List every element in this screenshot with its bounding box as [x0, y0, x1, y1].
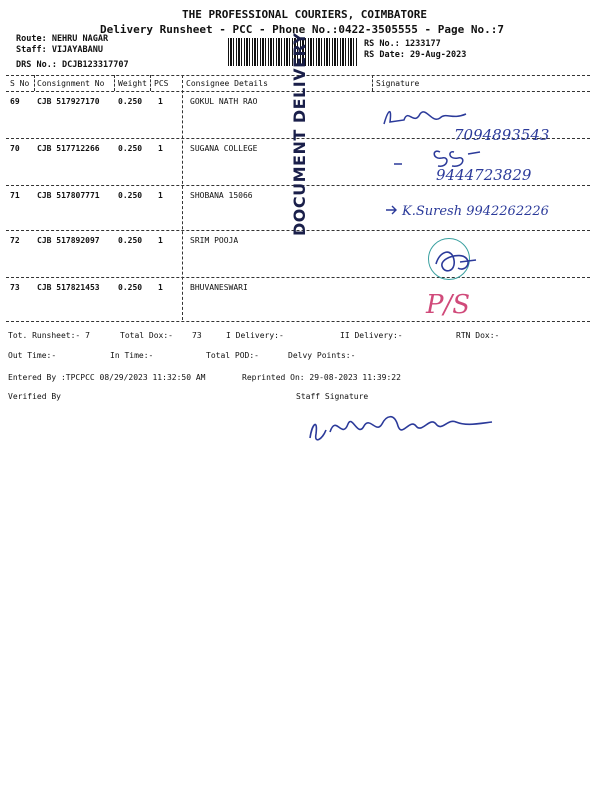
total-pod: Total POD:-: [206, 351, 259, 360]
row-weight: 0.250: [118, 191, 143, 200]
col-divider-5: [372, 75, 373, 91]
rs-number: RS No.: 1233177: [364, 39, 441, 49]
row-pcs: 1: [158, 144, 163, 153]
delvy-points: Delvy Points:-: [288, 351, 356, 360]
col-header-signature: Signature: [376, 79, 420, 88]
row-pcs: 1: [158, 283, 163, 292]
total-dox-value: 73: [192, 331, 202, 340]
col-divider-4: [182, 75, 183, 320]
table-bottom-rule: [6, 321, 590, 322]
col-header-consignment: Consignment No: [37, 79, 105, 88]
row-consignment: CJB 517821453: [37, 283, 100, 292]
route-label: Route: NEHRU NAGAR: [16, 34, 109, 44]
row-sno: 70: [10, 144, 20, 153]
row-consignment: CJB 517927170: [37, 97, 100, 106]
col-header-consignee: Consignee Details: [186, 79, 268, 88]
arrow-71: [384, 204, 400, 216]
rtn-dox: RTN Dox:-: [456, 331, 500, 340]
row-sno: 69: [10, 97, 20, 106]
row-sno: 73: [10, 283, 20, 292]
col-divider-2: [114, 75, 115, 91]
row-consignee: BHUVANESWARI: [190, 283, 248, 292]
out-time: Out Time:-: [8, 351, 57, 360]
in-time: In Time:-: [110, 351, 154, 360]
col-divider-3: [150, 75, 151, 91]
row-sno: 71: [10, 191, 20, 200]
row-weight: 0.250: [118, 283, 143, 292]
ii-delivery: II Delivery:-: [340, 331, 403, 340]
drs-number: DRS No.: DCJB123317707: [16, 60, 129, 70]
row-pcs: 1: [158, 97, 163, 106]
row-consignee: SRIM POOJA: [190, 236, 239, 245]
entered-by: Entered By :TPCPCC 08/29/2023 11:32:50 AM: [8, 373, 206, 382]
reprinted-on: Reprinted On: 29-08-2023 11:39:22: [242, 373, 401, 382]
row-consignment: CJB 517807771: [37, 191, 100, 200]
phone-handwritten-70: 9444723829: [436, 166, 532, 184]
signature-handwritten-73: P/S: [426, 290, 471, 320]
col-header-pcs: PCS: [154, 79, 169, 88]
row-pcs: 1: [158, 191, 163, 200]
tot-runsheet: Tot. Runsheet:- 7: [8, 331, 90, 340]
company-title: THE PROFESSIONAL COURIERS, COIMBATORE: [182, 8, 428, 21]
row-consignment: CJB 517892097: [37, 236, 100, 245]
row-consignee: SHOBANA 15066: [190, 191, 253, 200]
runsheet-subtitle: Delivery Runsheet - PCC - Phone No.:0422-3505555 - Page No.:7: [100, 23, 504, 36]
row-weight: 0.250: [118, 144, 143, 153]
row-sno: 72: [10, 236, 20, 245]
row-weight: 0.250: [118, 97, 143, 106]
staff-label: Staff: VIJAYABANU: [16, 45, 103, 55]
row-consignment: CJB 517712266: [37, 144, 100, 153]
row-weight: 0.250: [118, 236, 143, 245]
staff-signature-scribble: [306, 404, 496, 448]
col-divider-1: [34, 75, 35, 91]
col-header-weight: Weight: [118, 79, 147, 88]
verified-by: Verified By: [8, 392, 61, 401]
row-rule: [6, 277, 590, 278]
row-pcs: 1: [158, 236, 163, 245]
rs-date: RS Date: 29-Aug-2023: [364, 50, 467, 60]
staff-signature-label: Staff Signature: [296, 392, 369, 401]
row-consignee: SUGANA COLLEGE: [190, 144, 258, 153]
row-consignee: GOKUL NATH RAO: [190, 97, 258, 106]
signature-scribble-72: [430, 244, 480, 276]
document-delivery-stamp: DOCUMENT DELIVERY: [290, 32, 309, 236]
total-dox-label: Total Dox:-: [120, 331, 173, 340]
signature-handwritten-71: K.Suresh 9942262226: [402, 204, 549, 219]
i-delivery: I Delivery:-: [226, 331, 284, 340]
phone-handwritten-69: 7094893543: [454, 126, 550, 144]
col-header-sno: S No: [10, 79, 30, 88]
